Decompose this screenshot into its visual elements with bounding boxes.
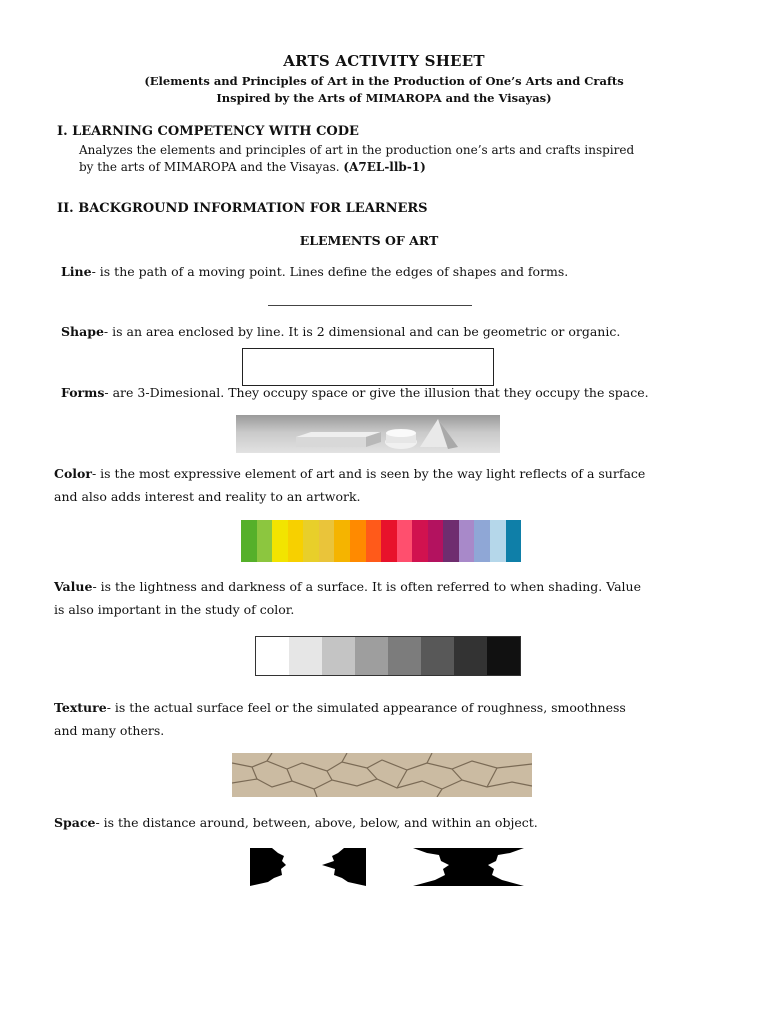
color-swatch [443, 520, 459, 562]
color-swatch-strip [241, 520, 521, 562]
value-swatch [355, 637, 388, 675]
positive-negative-space-image [248, 845, 528, 890]
elements-of-art-heading: ELEMENTS OF ART [299, 233, 439, 248]
color-swatch [397, 520, 413, 562]
texture-term: Texture [54, 700, 107, 715]
value-term: Value [54, 579, 93, 594]
section1-text: by the arts of MIMAROPA and the Visayas. [79, 160, 340, 174]
competency-code: (A7EL-llb-1) [343, 160, 426, 174]
section2-heading: II. BACKGROUND INFORMATION FOR LEARNERS [57, 201, 428, 216]
color-swatch [459, 520, 475, 562]
value-swatch [388, 637, 421, 675]
texture-definition [54, 696, 714, 742]
shape-definition [61, 320, 721, 343]
color-swatch [506, 520, 522, 562]
color-term: Color [54, 466, 92, 481]
value-swatch [454, 637, 487, 675]
forms-text: - are 3-Dimesional. They occupy space or give the illusion that they occupy the space. [104, 385, 649, 400]
color-text-line1: - is the most expressive element of art and is seen by the way light reflects of a surface [91, 466, 646, 481]
color-swatch [490, 520, 506, 562]
value-text-line2: is also important in the study of color. [54, 602, 295, 617]
color-swatch [303, 520, 319, 562]
color-swatch [288, 520, 304, 562]
color-swatch [412, 520, 428, 562]
color-swatch [350, 520, 366, 562]
texture-text-line2: and many others. [54, 723, 165, 738]
line-definition [61, 260, 721, 283]
value-definition [54, 575, 714, 621]
texture-text-line1: - is the actual surface feel or the simulated appearance of roughness, smoothness [106, 700, 626, 715]
value-scale-strip [255, 636, 521, 676]
value-swatch [421, 637, 454, 675]
color-swatch [428, 520, 444, 562]
value-swatch [322, 637, 355, 675]
value-swatch [289, 637, 322, 675]
section1-text-line1: Analyzes the elements and principles of art in the production one’s arts and crafts inspired [79, 143, 635, 157]
forms-definition [61, 381, 721, 404]
color-swatch [334, 520, 350, 562]
color-swatch [381, 520, 397, 562]
line-term: Line [61, 264, 92, 279]
forms-term: Forms [61, 385, 105, 400]
sheet-title: ARTS ACTIVITY SHEET [283, 52, 485, 70]
line-sample [268, 305, 472, 306]
line-text: - is the path of a moving point. Lines define the edges of shapes and forms. [91, 264, 569, 279]
color-swatch [474, 520, 490, 562]
space-definition [54, 811, 714, 834]
color-swatch [257, 520, 273, 562]
color-definition [54, 462, 714, 508]
space-term: Space [54, 815, 96, 830]
sheet-subtitle-line1: (Elements and Principles of Art in the Production of One’s Arts and Crafts [144, 74, 624, 88]
faces-vase-illusion [248, 845, 528, 890]
forms-image [236, 415, 500, 453]
sheet-subtitle-line2: Inspired by the Arts of MIMAROPA and the Visayas) [216, 91, 552, 105]
value-swatch [487, 637, 520, 675]
value-swatch [256, 637, 289, 675]
section1-text-line2 [79, 159, 719, 176]
3d-forms-illustration [236, 415, 500, 453]
shape-term: Shape [61, 324, 104, 339]
color-swatch [241, 520, 257, 562]
color-swatch [272, 520, 288, 562]
space-text: - is the distance around, between, above, below, and within an object. [95, 815, 538, 830]
section1-heading: I. LEARNING COMPETENCY WITH CODE [57, 124, 359, 139]
color-text-line2: and also adds interest and reality to an artwork. [54, 489, 361, 504]
color-swatch [366, 520, 382, 562]
cracked-earth-texture-image [232, 753, 532, 797]
texture-cracks [232, 753, 532, 797]
color-swatch [319, 520, 335, 562]
value-text-line1: - is the lightness and darkness of a surface. It is often referred to when shading. Value [92, 579, 641, 594]
shape-text: - is an area enclosed by line. It is 2 dimensional and can be geometric or organic. [103, 324, 621, 339]
